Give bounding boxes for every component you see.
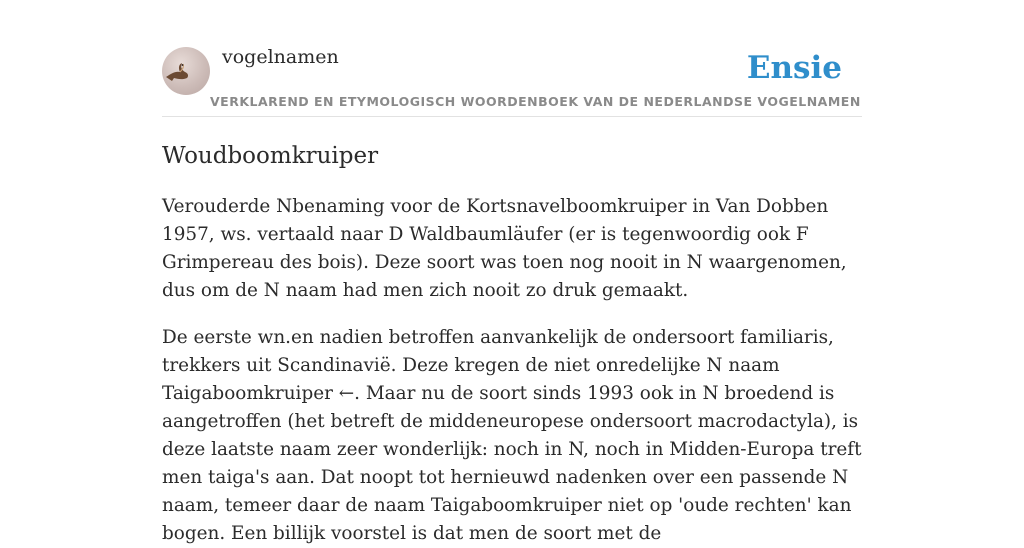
blog-avatar[interactable] bbox=[162, 47, 210, 95]
post-title: Woudboomkruiper bbox=[162, 143, 379, 169]
site-header bbox=[162, 0, 862, 117]
blog-subtitle: VERKLAREND EN ETYMOLOGISCH WOORDENBOEK VAN DE NEDERLANDSE VOGELNAMEN bbox=[210, 94, 861, 109]
ensie-logo[interactable]: Ensie bbox=[746, 50, 842, 86]
blog-name-link[interactable]: vogelnamen bbox=[222, 46, 339, 68]
bird-photo-icon bbox=[162, 47, 210, 95]
page bbox=[162, 0, 862, 548]
post-body bbox=[162, 193, 862, 548]
post-paragraph: Verouderde Nbenaming voor de Kortsnavelboomkruiper in Van Dobben 1957, ws. vertaald naar D Waldbaumläufer (er is tegenwoordig ook F Grimpereau des bois). Deze soort was toen nog nooit in N waargenomen, dus om de N naam had men zich nooit zo druk gemaakt. bbox=[162, 196, 847, 301]
post-paragraph: De eerste wn.en nadien betroffen aanvankelijk de ondersoort familiaris, trekkers uit Scandinavië. Deze kregen de niet onredelijke N naam Taigaboomkruiper ←. Maar nu de soort sinds 1993 ook in N broedend is aangetroffen (het betreft de middeneuropese ondersoort macrodactyla), is deze laatste naam zeer wonderlijk: noch in N, noch in Midden-Europa treft men taiga's aan. Dat noopt tot hernieuwd nadenken over een passende N naam, temeer daar de naam Taigaboomkruiper niet op 'oude rechten' kan bogen. Een billijk voorstel is dat men de soort met de bbox=[162, 327, 862, 544]
